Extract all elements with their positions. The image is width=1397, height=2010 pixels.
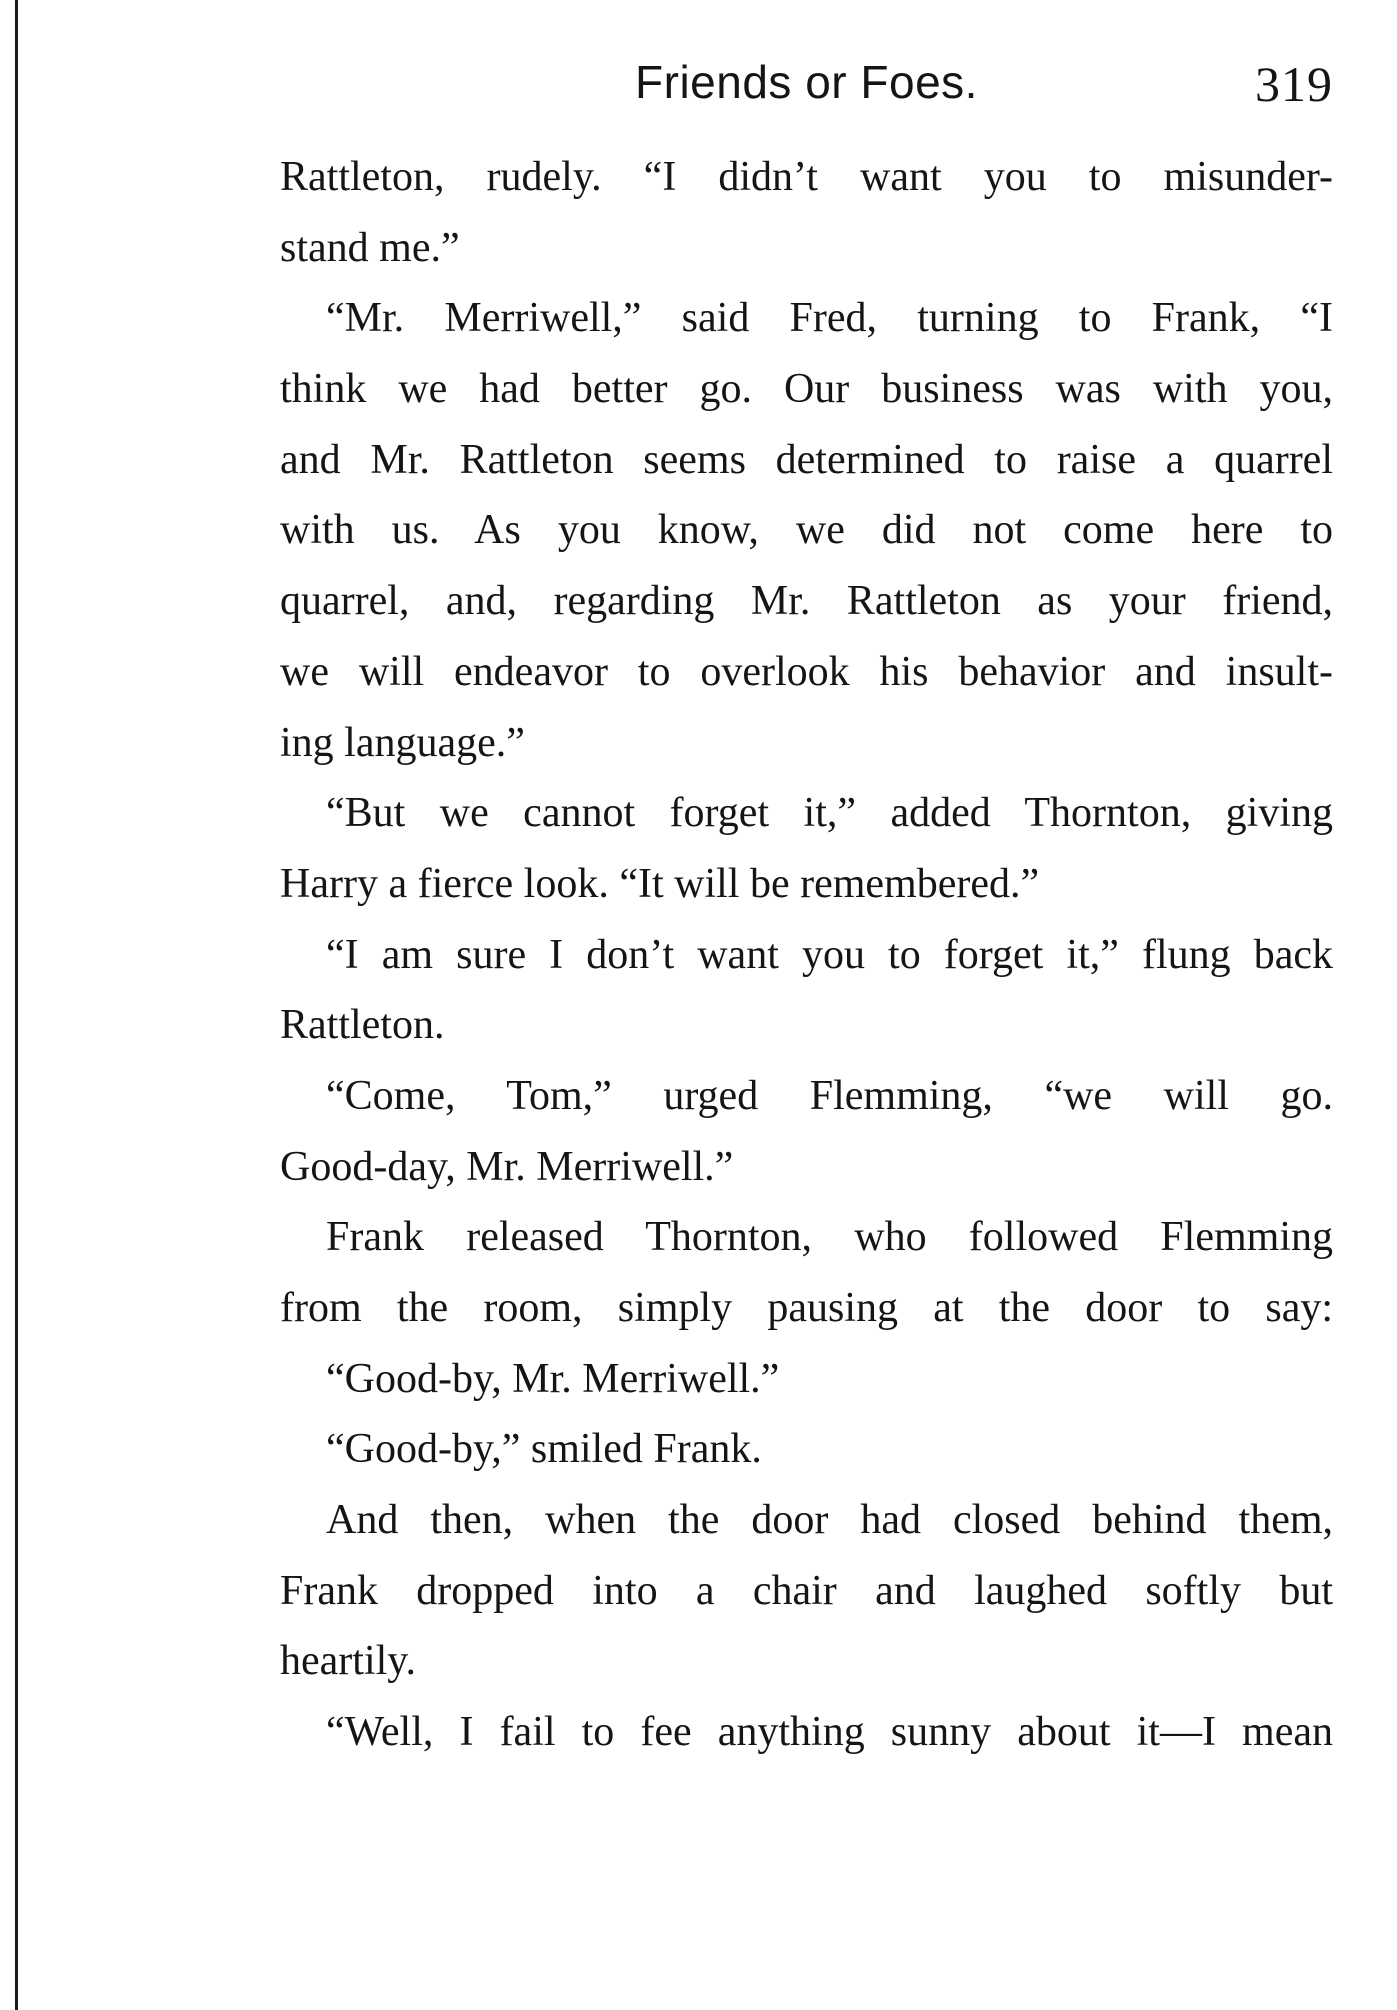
body-text xyxy=(280,142,1333,1768)
text-line: “Well, I fail to fee anything sunny about it—I mean xyxy=(326,1709,1333,1756)
text-line: Harry a fierce look. “It will be remembered.” xyxy=(280,860,1040,907)
running-title: Friends or Foes. xyxy=(635,56,978,108)
text-line: “But we cannot forget it,” added Thornton, giving xyxy=(326,790,1333,837)
page-number: 319 xyxy=(1255,56,1333,112)
text-line: ing language.” xyxy=(280,719,525,766)
text-line: from the room, simply pausing at the door to say: xyxy=(280,1285,1333,1331)
text-line: Frank released Thornton, who followed Flemming xyxy=(326,1214,1333,1261)
text-line: And then, when the door had closed behind them, xyxy=(326,1497,1333,1544)
binding-edge xyxy=(15,0,18,2010)
text-line: and Mr. Rattleton seems determined to raise a quarrel xyxy=(280,436,1333,483)
text-line: we will endeavor to overlook his behavior and insult- xyxy=(280,648,1333,695)
text-line: “Good-by,” smiled Frank. xyxy=(326,1426,762,1473)
text-line: “I am sure I don’t want you to forget it,” flung back xyxy=(326,931,1333,978)
text-line: Frank dropped into a chair and laughed softly but xyxy=(280,1567,1333,1614)
text-line: heartily. xyxy=(280,1638,417,1685)
text-line: stand me.” xyxy=(280,224,460,271)
text-line: quarrel, and, regarding Mr. Rattleton as your friend, xyxy=(280,578,1333,625)
running-head xyxy=(280,50,1333,120)
text-line: Good-day, Mr. Merriwell.” xyxy=(280,1143,734,1190)
text-line: Rattleton. xyxy=(280,1002,445,1049)
text-line: “Mr. Merriwell,” said Fred, turning to Frank, “I xyxy=(326,295,1333,342)
text-line: “Good-by, Mr. Merriwell.” xyxy=(326,1355,780,1402)
text-line: Rattleton, rudely. “I didn’t want you to misunder- xyxy=(280,154,1333,200)
text-line: “Come, Tom,” urged Flemming, “we will go. xyxy=(326,1072,1333,1119)
text-line: think we had better go. Our business was with you, xyxy=(280,366,1333,413)
text-line: with us. As you know, we did not come here to xyxy=(280,507,1333,554)
